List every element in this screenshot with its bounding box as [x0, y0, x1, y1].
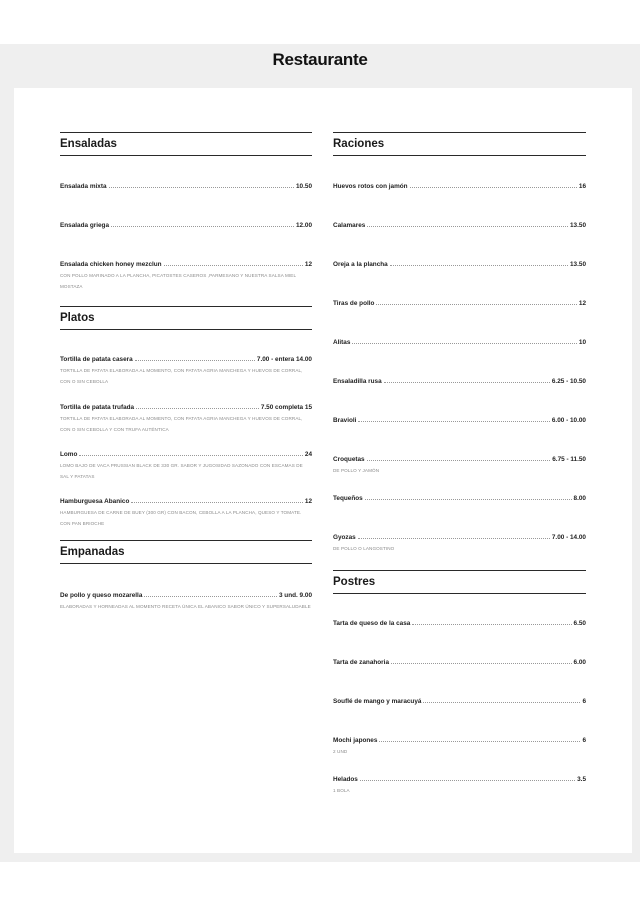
item-price: 6 — [582, 698, 586, 705]
dot-leader — [384, 382, 550, 383]
menu-item — [60, 261, 312, 292]
section-ensaladas — [60, 132, 312, 156]
item-name: Hamburguesa Abanico — [60, 498, 130, 505]
item-price: 10.50 — [296, 183, 312, 190]
section-heading: Empanadas — [60, 540, 312, 564]
item-description: 2 UND — [333, 749, 348, 754]
dot-leader — [391, 663, 572, 664]
item-name: Tiras de pollo — [333, 300, 375, 307]
item-name: Ensalada chicken honey mezclun — [60, 261, 162, 268]
item-price: 13.50 — [570, 261, 586, 268]
menu-item — [333, 261, 586, 268]
item-name: Ensalada griega — [60, 222, 110, 229]
item-name: Alitas — [333, 339, 351, 346]
item-name: Mochi japones — [333, 737, 378, 744]
item-price: 24 — [304, 451, 312, 458]
menu-item — [333, 456, 586, 476]
item-price: 6.00 - 10.00 — [551, 417, 586, 424]
item-description: CON POLLO MARINADO A LA PLANCHA, PICATOSTES CASEROS ,PARMESANO Y NUESTRA SALSA MIEL MOSTAZA — [60, 273, 296, 289]
menu-item — [333, 698, 586, 705]
item-name: Tarta de zanahoria — [333, 659, 389, 666]
dot-leader — [423, 702, 580, 703]
item-price: 3 und. 9.00 — [278, 592, 312, 599]
section-heading: Ensaladas — [60, 132, 312, 156]
item-name: Souflé de mango y maracuyá — [333, 698, 422, 705]
dot-leader — [390, 265, 568, 266]
item-description: TORTILLA DE PATATA ELABORADA AL MOMENTO, CON PATATA AGRIA MANCHEGA Y HUEVOS DE CORRAL, CON O SIN CEBOLLA — [60, 368, 303, 384]
menu-item — [60, 404, 312, 435]
item-price: 7.50 completa 15 — [260, 404, 312, 411]
dot-leader — [367, 226, 568, 227]
item-name: Ensalada mixta — [60, 183, 107, 190]
item-price: 7.00 - entera 14.00 — [256, 356, 312, 363]
item-price: 6.00 — [573, 659, 586, 666]
menu-item — [333, 183, 586, 190]
item-name: Lomo — [60, 451, 78, 458]
item-name: Bravioli — [333, 417, 357, 424]
item-price: 7.00 - 14.00 — [551, 534, 586, 541]
item-description: DE POLLO O LANGOSTINO — [333, 546, 395, 551]
item-name: Calamares — [333, 222, 366, 229]
dot-leader — [136, 408, 259, 409]
dot-leader — [358, 421, 549, 422]
dot-leader — [367, 460, 551, 461]
dot-leader — [79, 455, 302, 456]
item-price: 10 — [578, 339, 586, 346]
menu-item — [333, 300, 586, 307]
item-name: Tortilla de patata casera — [60, 356, 133, 363]
menu-item — [60, 222, 312, 229]
item-description: HAMBURGUESA DE CARNE DE BUEY (300 GR) CON BACON, CEBOLLA A LA PLANCHA, QUESO Y TOMATE. CON PAN BRIOCHE — [60, 510, 302, 526]
item-name: Tequeños — [333, 495, 363, 502]
item-price: 8.00 — [573, 495, 586, 502]
item-price: 12 — [304, 261, 312, 268]
item-price: 3.5 — [577, 776, 586, 783]
item-description: 1 BOLA — [333, 788, 350, 793]
menu-item — [60, 183, 312, 190]
menu-item — [60, 592, 312, 612]
menu-item — [333, 222, 586, 229]
item-price: 12.00 — [296, 222, 312, 229]
item-name: De pollo y queso mozarella — [60, 592, 143, 599]
menu-item — [60, 498, 312, 529]
dot-leader — [111, 226, 294, 227]
dot-leader — [164, 265, 303, 266]
item-name: Tortilla de patata trufada — [60, 404, 135, 411]
item-price: 6.50 — [573, 620, 586, 627]
menu-item — [333, 659, 586, 666]
item-price: 12 — [578, 300, 586, 307]
item-price: 6 — [582, 737, 586, 744]
item-description: LOMO BAJO DE VACA PRUSSIAN BLACK DE 330 GR. SABOR Y JUGOSIDAD SAZONADO CON ESCAMAS DE SAL Y PATATAS — [60, 463, 303, 479]
dot-leader — [358, 538, 550, 539]
dot-leader — [144, 596, 277, 597]
dot-leader — [135, 360, 255, 361]
dot-leader — [352, 343, 576, 344]
section-heading: Platos — [60, 306, 312, 330]
item-name: Huevos rotos con jamón — [333, 183, 408, 190]
item-name: Gyozas — [333, 534, 356, 541]
item-name: Ensaladilla rusa — [333, 378, 382, 385]
item-name: Helados — [333, 776, 358, 783]
item-description: TORTILLA DE PATATA ELABORADA AL MOMENTO, CON PATATA AGRIA MANCHEGA Y HUEVOS DE CORRAL, CON O SIN CEBOLLA Y CON TRUFA AUTÉNTICA — [60, 416, 303, 432]
menu-item — [333, 495, 586, 502]
item-price: 6.25 - 10.50 — [551, 378, 586, 385]
dot-leader — [131, 502, 303, 503]
menu-item — [333, 378, 586, 385]
item-price: 13.50 — [570, 222, 586, 229]
item-name: Croquetas — [333, 456, 365, 463]
dot-leader — [109, 187, 294, 188]
section-heading: Raciones — [333, 132, 586, 156]
dot-leader — [365, 499, 572, 500]
menu-item — [333, 737, 586, 757]
item-price: 16 — [578, 183, 586, 190]
section-postres — [333, 570, 586, 594]
section-raciones — [333, 132, 586, 156]
item-description: ELABORADAS Y HORNEADAS AL MOMENTO RECETA ÚNICA EL ABANICO SABOR ÚNICO Y SUPERSALUDABLE — [60, 604, 311, 609]
page-title: Restaurante — [272, 50, 368, 69]
item-price: 12 — [304, 498, 312, 505]
menu-item — [333, 417, 586, 424]
menu-item — [333, 620, 586, 627]
menu-item — [60, 451, 312, 482]
section-heading: Postres — [333, 570, 586, 594]
menu-item — [333, 776, 586, 796]
section-empanadas — [60, 540, 312, 564]
dot-leader — [379, 741, 580, 742]
dot-leader — [410, 187, 577, 188]
dot-leader — [360, 780, 575, 781]
menu-item — [60, 356, 312, 387]
menu-item — [333, 339, 586, 346]
dot-leader — [376, 304, 576, 305]
menu-item — [333, 534, 586, 554]
dot-leader — [412, 624, 571, 625]
section-platos — [60, 306, 312, 330]
item-price: 6.75 - 11.50 — [552, 456, 586, 463]
item-name: Oreja a la plancha — [333, 261, 388, 268]
item-name: Tarta de queso de la casa — [333, 620, 411, 627]
item-description: DE POLLO Y JAMÓN — [333, 468, 380, 473]
